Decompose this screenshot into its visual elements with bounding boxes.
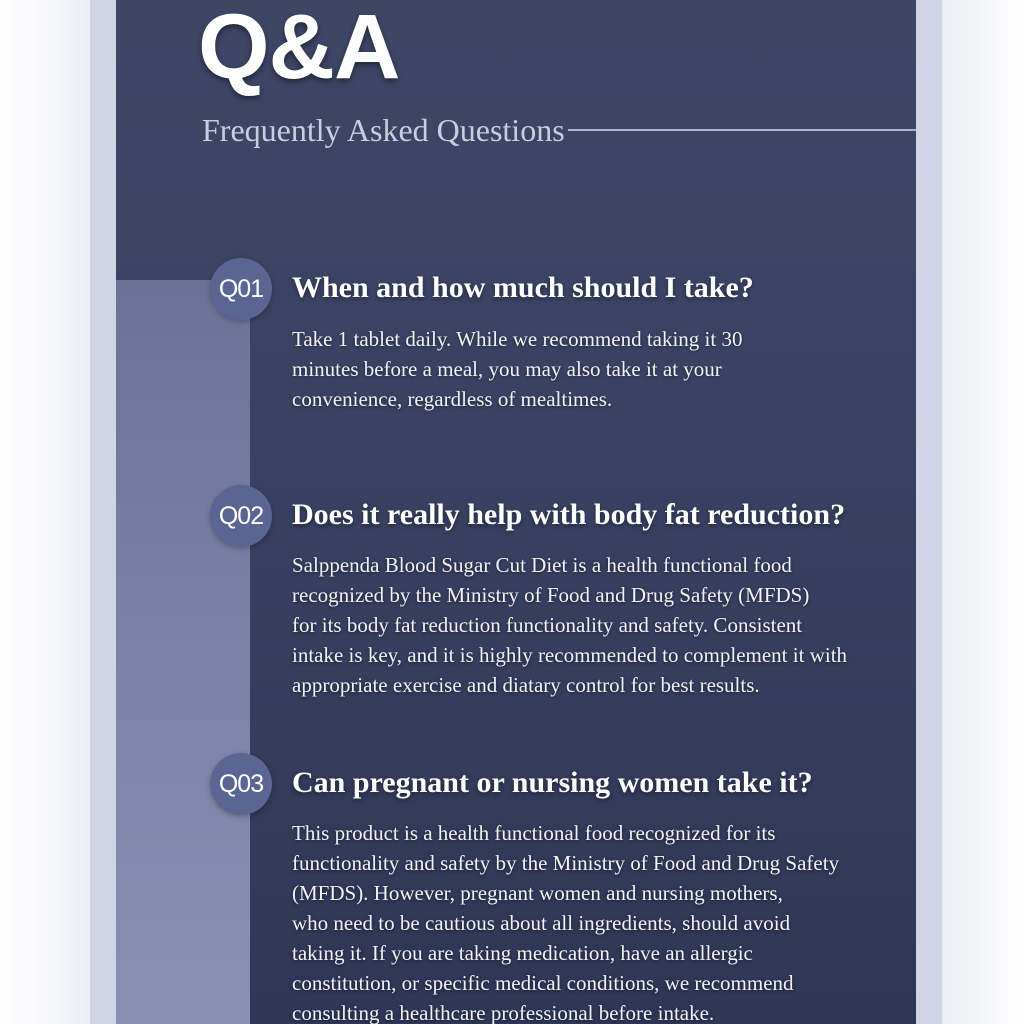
answer-line: appropriate exercise and diatary control for best results. <box>292 673 760 697</box>
question-number-badge: Q02 <box>210 485 272 547</box>
question-number-badge: Q03 <box>210 753 272 815</box>
answer-line: taking it. If you are taking medication, have an allergic <box>292 941 753 965</box>
page-title: Q&A <box>198 0 400 98</box>
question-number-badge: Q01 <box>210 258 272 320</box>
answer-line: Take 1 tablet daily. While we recommend taking it 30 <box>292 327 743 351</box>
subtitle-divider <box>568 129 916 131</box>
answer-line: for its body fat reduction functionality and safety. Consistent <box>292 613 803 637</box>
question-title: Does it really help with body fat reduction? <box>292 498 846 531</box>
answer-text <box>292 550 847 700</box>
answer-line: consulting a healthcare professional before intake. <box>292 1001 715 1024</box>
answer-line: who need to be cautious about all ingredients, should avoid <box>292 911 791 935</box>
question-title: Can pregnant or nursing women take it? <box>292 766 813 799</box>
side-accent-band <box>116 280 250 1024</box>
answer-line: minutes before a meal, you may also take it at your <box>292 357 722 381</box>
answer-line: This product is a health functional food recognized for its <box>292 821 776 845</box>
answer-line: (MFDS). However, pregnant women and nursing mothers, <box>292 881 783 905</box>
answer-line: convenience, regardless of mealtimes. <box>292 387 613 411</box>
question-title: When and how much should I take? <box>292 271 754 304</box>
faq-panel <box>116 0 916 1024</box>
answer-text <box>292 324 742 414</box>
answer-line: constitution, or specific medical conditions, we recommend <box>292 971 794 995</box>
answer-line: recognized by the Ministry of Food and Drug Safety (MFDS) <box>292 583 810 607</box>
answer-line: intake is key, and it is highly recommended to complement it with <box>292 643 848 667</box>
page-subtitle: Frequently Asked Questions <box>202 112 565 148</box>
answer-text <box>292 818 839 1024</box>
answer-line: Salppenda Blood Sugar Cut Diet is a health functional food <box>292 553 792 577</box>
answer-line: functionality and safety by the Ministry of Food and Drug Safety <box>292 851 840 875</box>
